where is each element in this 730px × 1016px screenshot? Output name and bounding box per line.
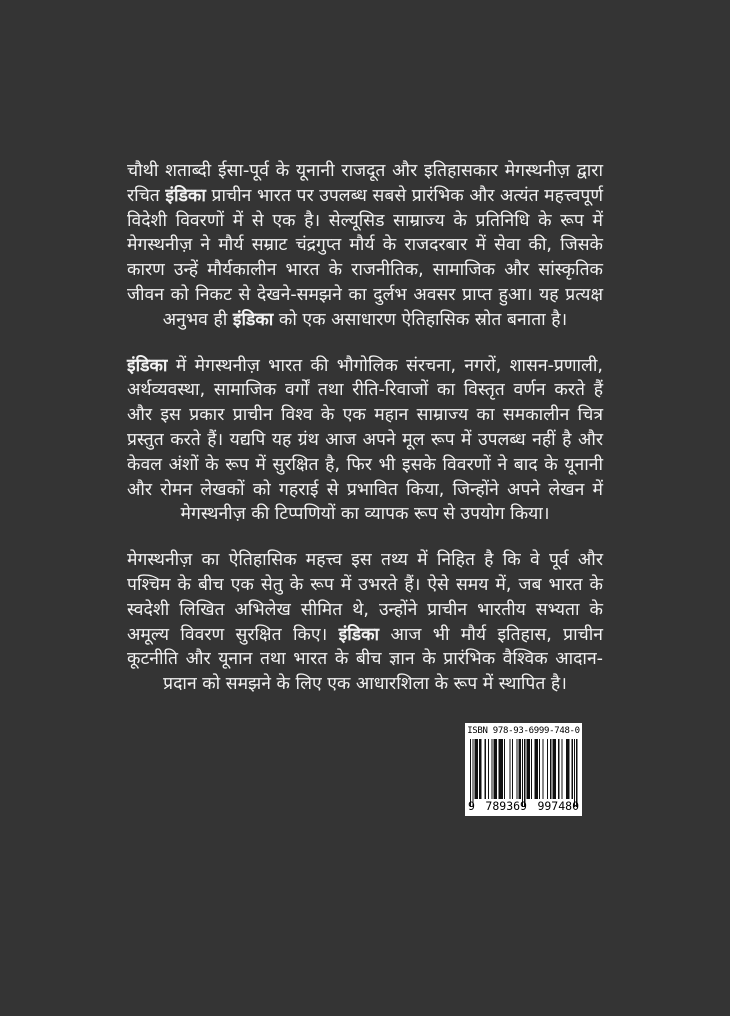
synopsis-paragraph: इंडिका में मेगस्थनीज़ भारत की भौगोलिक संरचना, नगरों, शासन-प्रणाली, अर्थव्यवस्था, सामाजिक वर्गों तथा रीति-रिवाजों का विस्तृत वर्णन करते हैं और इस प्रकार प्राचीन विश्व के एक महान साम्राज्य का समकालीन चित्र प्रस्तुत करते हैं। यद्यपि यह ग्रंथ आज अपने मूल रूप में उपलब्ध नहीं है और केवल अंशों के रूप में सुरक्षित है, फिर भी इसके विवरणों ने बाद के यूनानी और रोमन लेखकों को गहराई से प्रभावित किया, जिन्होंने अपने लेखन में मेगस्थनीज़ की टिप्पणियों का व्यापक रूप से उपयोग किया। bbox=[127, 355, 603, 525]
barcode-digit-group: 997480 bbox=[537, 799, 579, 813]
barcode-digit-group: 789369 bbox=[485, 799, 527, 813]
barcode bbox=[465, 723, 582, 816]
synopsis-paragraph: मेगस्थनीज़ का ऐतिहासिक महत्त्व इस तथ्य में निहित है कि वे पूर्व और पश्चिम के बीच एक सेतु के रूप में उभरते हैं। ऐसे समय में, जब भारत के स्वदेशी लिखित अभिलेख सीमित थे, उन्होंने प्राचीन भारतीय सभ्यता के अमूल्य विवरण सुरक्षित किए। इंडिका आज भी मौर्य इतिहास, प्राचीन कूटनीति और यूनान तथा भारत के बीच ज्ञान के प्रारंभिक वैश्विक आदान-प्रदान को समझने के लिए एक आधारशिला के रूप में स्थापित है। bbox=[127, 550, 603, 695]
barcode-bars bbox=[470, 739, 577, 799]
barcode-digit-group: 9 bbox=[468, 799, 475, 813]
barcode-digits bbox=[465, 799, 582, 813]
synopsis bbox=[127, 159, 603, 697]
isbn-label: ISBN 978-93-6999-748-0 bbox=[467, 726, 580, 736]
synopsis-paragraph: चौथी शताब्दी ईसा-पूर्व के यूनानी राजदूत और इतिहासकार मेगस्थनीज़ द्वारा रचित इंडिका प्राचीन भारत पर उपलब्ध सबसे प्रारंभिक और अत्यंत महत्त्वपूर्ण विदेशी विवरणों में से एक है। सेल्यूसिड साम्राज्य के प्रतिनिधि के रूप में मेगस्थनीज़ ने मौर्य सम्राट चंद्रगुप्त मौर्य के राजदरबार में सेवा की, जिसके कारण उन्हें मौर्यकालीन भारत के राजनीतिक, सामाजिक और सांस्कृतिक जीवन को निकट से देखने-समझने का दुर्लभ अवसर प्राप्त हुआ। यह प्रत्यक्ष अनुभव ही इंडिका को एक असाधारण ऐतिहासिक स्रोत बनाता है। bbox=[127, 161, 604, 330]
